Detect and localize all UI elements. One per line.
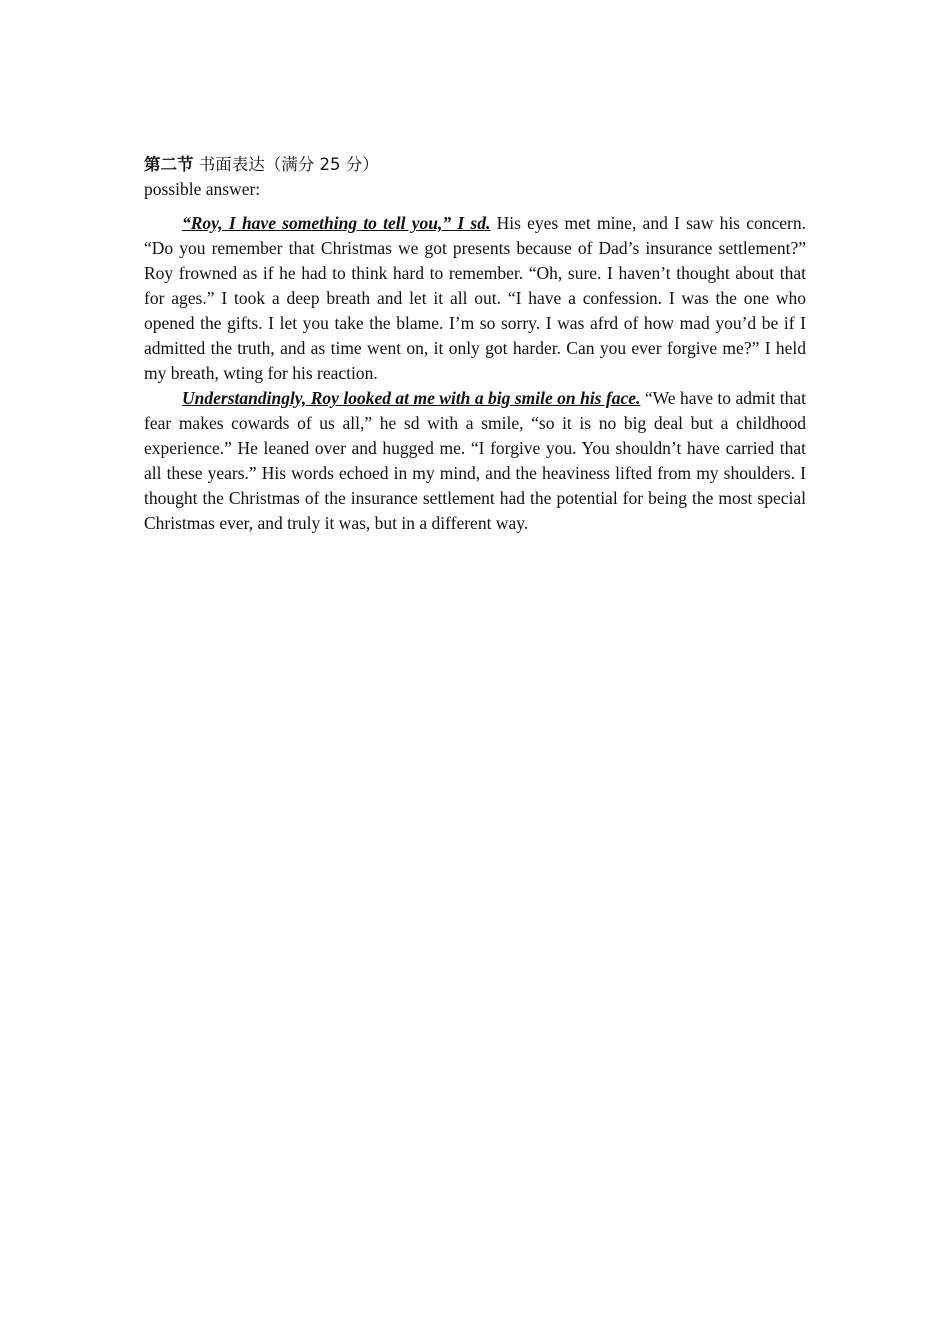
paragraph-1-body: His eyes met mine, and I saw his concern. “Do you remember that Christmas we got presents because of Dad’s insurance settlement?” Roy frowned as if he had to think hard to remember. “Oh, sure. I haven’t thought about that for ages.” I took a deep breath and let it all out. “I have a confession. I was the one who opened the gifts. I let you take the blame. I’m so sorry. I was afrd of how mad you’d be if I admitted the truth, and as time went on, it only got harder. Can you ever forgive me?” I held my breath, wting for his reaction. <box>144 213 806 383</box>
document-page <box>144 152 806 536</box>
paragraph-1-lead: “Roy, I have something to tell you,” I sd. <box>182 213 491 233</box>
paragraph-1 <box>144 211 806 386</box>
paragraph-2-lead: Understandingly, Roy looked at me with a big smile on his face. <box>182 388 641 408</box>
answer-label: possible answer: <box>144 179 261 199</box>
section-title: 书面表达（满分 25 分） <box>193 155 379 174</box>
paragraph-2-body: “We have to admit that fear makes cowards of us all,” he sd with a smile, “so it is no big deal but a childhood experience.” He leaned over and hugged me. “I forgive you. You shouldn’t have carried that all these years.” His words echoed in my mind, and the heaviness lifted from my shoulders. I thought the Christmas of the insurance settlement had the potential for being the most special Christmas ever, and truly it was, but in a different way. <box>144 388 806 533</box>
section-heading <box>144 152 806 177</box>
paragraph-2 <box>144 386 806 536</box>
section-number: 第二节 <box>144 155 194 174</box>
